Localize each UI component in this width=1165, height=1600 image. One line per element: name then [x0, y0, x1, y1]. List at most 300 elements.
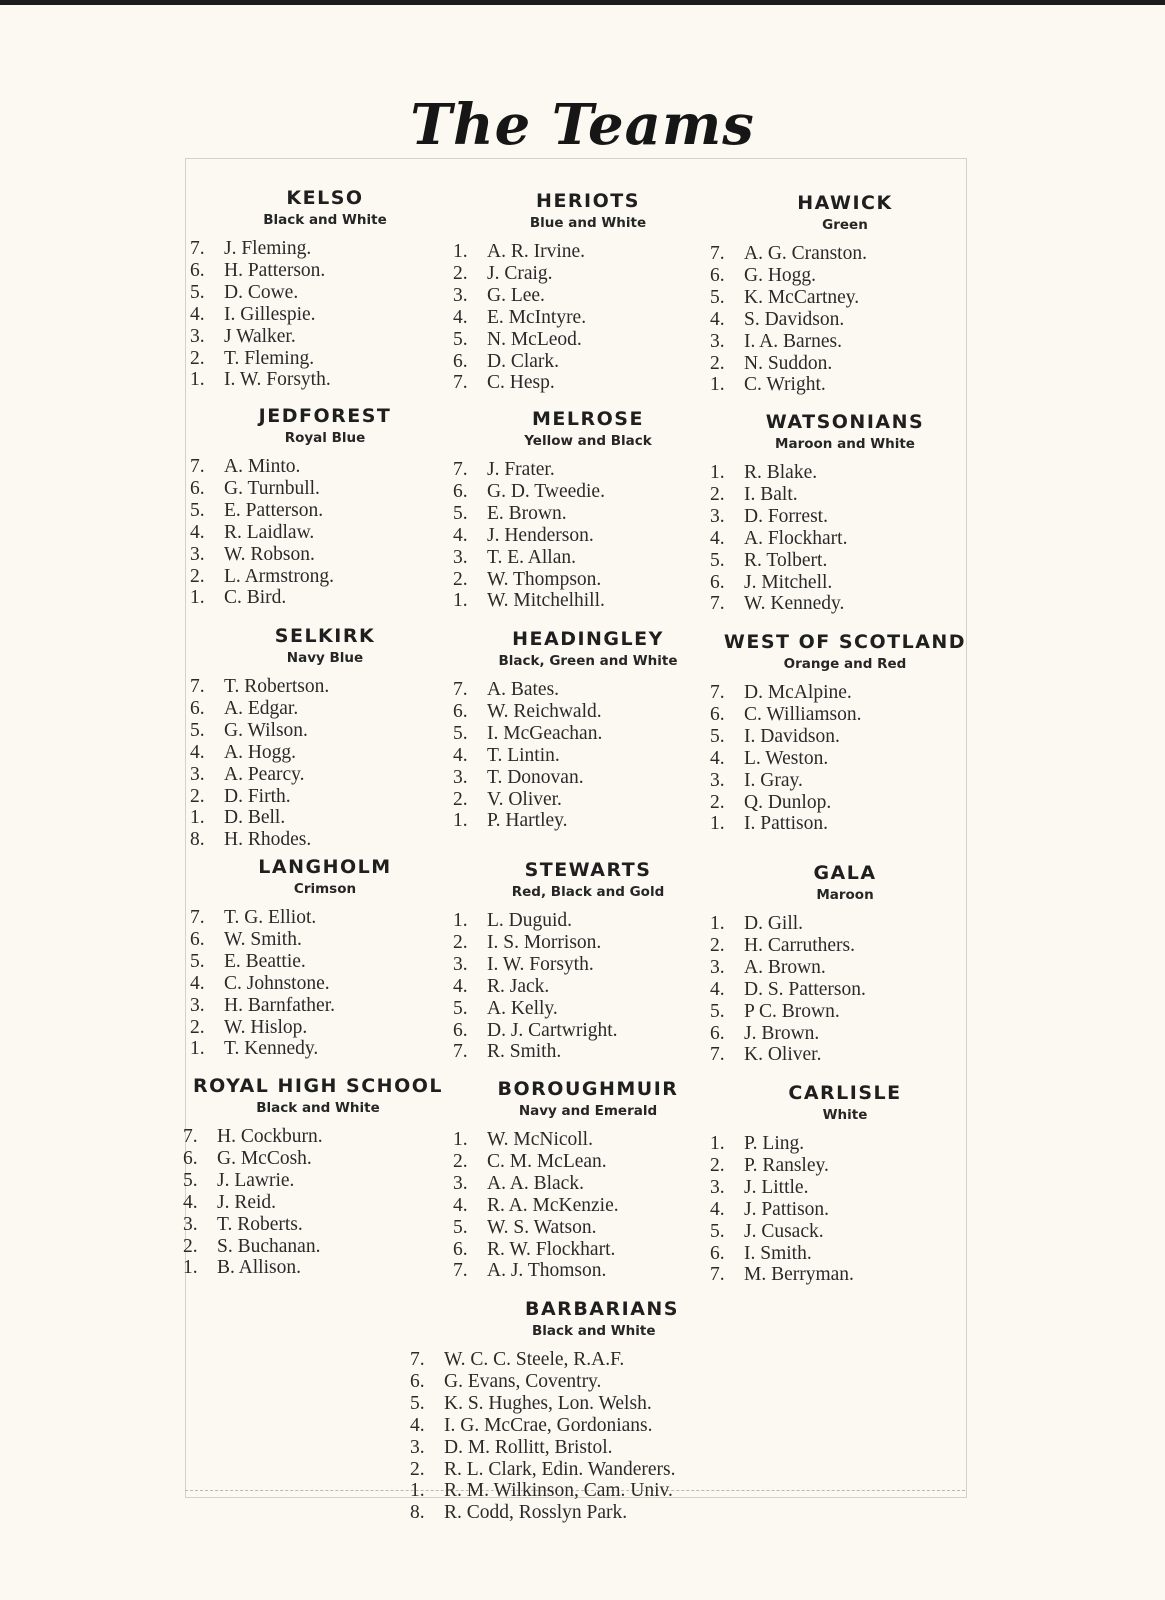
player-number: 3. — [453, 766, 468, 788]
player-row — [190, 326, 460, 348]
player-row — [183, 1257, 453, 1279]
player-name: D. Clark. — [487, 350, 560, 372]
player-row — [183, 1148, 453, 1170]
player-list — [710, 462, 980, 615]
team-block-headingley — [453, 628, 723, 832]
team-colours: Black and White — [256, 1100, 380, 1116]
player-number: 4. — [453, 524, 468, 546]
player-row — [453, 701, 723, 723]
player-number: 1. — [410, 1480, 425, 1502]
player-number: 1. — [453, 1129, 468, 1150]
team-block-hawick — [710, 192, 980, 396]
team-colours: Navy Blue — [286, 650, 364, 666]
player-list — [190, 456, 460, 609]
player-row — [183, 1126, 453, 1148]
player-row — [183, 1214, 453, 1236]
player-row — [453, 998, 723, 1020]
player-name: J. Pattison. — [744, 1198, 830, 1220]
player-name: S. Buchanan. — [217, 1235, 321, 1257]
player-row — [453, 976, 723, 998]
player-number: 7. — [453, 1041, 468, 1063]
player-row — [710, 1155, 980, 1177]
player-name: H. Patterson. — [224, 259, 326, 281]
player-name: W. C. C. Steele, R.A.F. — [444, 1349, 625, 1370]
player-row — [190, 720, 460, 742]
team-name: STEWARTS — [524, 859, 652, 881]
player-number: 3. — [710, 1176, 725, 1198]
player-row — [190, 522, 460, 544]
player-name: H. Cockburn. — [217, 1126, 323, 1147]
player-row — [710, 935, 980, 957]
player-number: 7. — [410, 1349, 425, 1370]
team-colours: Maroon and White — [775, 436, 915, 452]
player-number: 1. — [190, 587, 205, 609]
player-number: 5. — [190, 281, 205, 303]
player-name: K. McCartney. — [744, 286, 860, 308]
player-name: R. Jack. — [487, 975, 550, 997]
player-number: 7. — [453, 1260, 468, 1282]
player-row — [710, 484, 980, 506]
team-block-melrose — [453, 408, 723, 612]
player-row — [190, 369, 460, 391]
team-colours: Black and White — [532, 1323, 656, 1339]
player-number: 7. — [453, 459, 468, 480]
player-name: I. W. Forsyth. — [487, 953, 594, 975]
player-name: A. Pearcy. — [224, 763, 305, 785]
player-row — [453, 547, 723, 569]
player-number: 2. — [190, 1016, 205, 1038]
player-name: P C. Brown. — [744, 1000, 840, 1022]
player-list — [453, 1129, 723, 1282]
player-row — [453, 1129, 723, 1151]
page-title: The Teams — [410, 92, 755, 158]
player-row — [410, 1393, 790, 1415]
player-row — [190, 456, 460, 478]
player-row — [453, 372, 723, 394]
player-number: 3. — [710, 330, 725, 352]
player-name: V. Oliver. — [487, 788, 562, 810]
player-number: 5. — [453, 722, 468, 744]
player-number: 4. — [453, 306, 468, 328]
player-row — [453, 1239, 723, 1261]
player-name: D. Forrest. — [744, 505, 828, 527]
player-number: 3. — [710, 956, 725, 978]
player-row — [710, 243, 980, 265]
player-name: T. E. Allan. — [487, 546, 576, 568]
player-row — [410, 1459, 790, 1481]
player-name: D. McAlpine. — [744, 682, 852, 703]
player-row — [710, 265, 980, 287]
player-number: 5. — [453, 1216, 468, 1238]
player-row — [710, 979, 980, 1001]
player-row — [190, 544, 460, 566]
team-block-jedforest — [190, 405, 460, 609]
player-name: C. Johnstone. — [224, 972, 330, 994]
player-number: 2. — [710, 352, 725, 374]
player-row — [710, 792, 980, 814]
player-row — [190, 807, 460, 829]
player-name: R. Blake. — [744, 462, 818, 483]
player-row — [190, 929, 460, 951]
player-number: 2. — [190, 347, 205, 369]
team-name: MELROSE — [532, 408, 644, 430]
player-row — [710, 462, 980, 484]
player-name: D. Cowe. — [224, 281, 299, 303]
team-name: HEADINGLEY — [512, 628, 664, 650]
player-name: A. Flockhart. — [744, 527, 848, 549]
player-name: W. S. Watson. — [487, 1216, 597, 1238]
player-number: 4. — [710, 527, 725, 549]
team-colours: White — [822, 1107, 868, 1123]
player-number: 7. — [183, 1126, 198, 1147]
player-name: W. Reichwald. — [487, 700, 602, 722]
player-row — [453, 1217, 723, 1239]
player-name: L. Armstrong. — [224, 565, 334, 587]
player-name: T. Donovan. — [487, 766, 584, 788]
player-row — [453, 459, 723, 481]
player-number: 7. — [190, 907, 205, 928]
player-number: 2. — [453, 931, 468, 953]
player-row — [453, 1260, 723, 1282]
team-colours: Green — [822, 217, 868, 233]
player-row — [190, 698, 460, 720]
player-row — [710, 1177, 980, 1199]
player-row — [453, 789, 723, 811]
player-number: 4. — [710, 1198, 725, 1220]
player-number: 7. — [190, 238, 205, 259]
team-colours: Orange and Red — [783, 656, 907, 672]
team-block-stewarts — [453, 859, 723, 1063]
team-colours: Navy and Emerald — [518, 1103, 658, 1119]
player-name: D. Gill. — [744, 913, 804, 934]
player-name: I. Pattison. — [744, 813, 828, 835]
team-block-carlisle — [710, 1082, 980, 1286]
player-list — [190, 907, 460, 1060]
player-name: D. M. Rollitt, Bristol. — [444, 1436, 613, 1458]
player-name: I. A. Barnes. — [744, 330, 843, 352]
player-name: R. Laidlaw. — [224, 521, 315, 543]
team-name: SELKIRK — [274, 625, 376, 647]
team-block-gala — [710, 862, 980, 1066]
player-name: J. Frater. — [487, 459, 555, 480]
player-name: T. Robertson. — [224, 676, 330, 697]
team-block-boroughmuir — [453, 1078, 723, 1282]
player-name: P. Ling. — [744, 1133, 805, 1154]
player-row — [710, 726, 980, 748]
player-row — [710, 704, 980, 726]
team-name: WEST OF SCOTLAND — [723, 631, 967, 653]
player-row — [453, 767, 723, 789]
player-row — [453, 569, 723, 591]
player-number: 1. — [710, 1133, 725, 1154]
player-row — [190, 478, 460, 500]
player-number: 4. — [190, 303, 205, 325]
player-name: A. Minto. — [224, 456, 301, 477]
player-number: 7. — [453, 372, 468, 394]
team-colours: Blue and White — [529, 215, 647, 231]
player-number: 5. — [183, 1169, 198, 1191]
team-name: GALA — [813, 862, 877, 884]
player-row — [453, 910, 723, 932]
player-row — [453, 329, 723, 351]
player-number: 2. — [710, 934, 725, 956]
player-name: E. McIntyre. — [487, 306, 587, 328]
team-colours: Crimson — [293, 881, 357, 897]
player-name: T. Fleming. — [224, 347, 315, 369]
player-row — [190, 973, 460, 995]
player-number: 3. — [710, 769, 725, 791]
player-name: E. Patterson. — [224, 499, 324, 521]
player-row — [453, 481, 723, 503]
player-name: C. Bird. — [224, 587, 287, 609]
player-name: H. Barnfather. — [224, 994, 336, 1016]
player-name: T. G. Elliot. — [224, 907, 317, 928]
player-row — [453, 503, 723, 525]
player-row — [453, 1041, 723, 1063]
player-row — [183, 1170, 453, 1192]
player-row — [190, 829, 460, 851]
player-number: 6. — [410, 1370, 425, 1392]
player-number: 5. — [453, 997, 468, 1019]
player-row — [190, 742, 460, 764]
player-number: 5. — [710, 1000, 725, 1022]
player-number: 6. — [710, 1242, 725, 1264]
player-name: L. Weston. — [744, 747, 829, 769]
player-row — [710, 331, 980, 353]
player-name: I. McGeachan. — [487, 722, 603, 744]
player-name: A. Edgar. — [224, 697, 299, 719]
player-name: W. Kennedy. — [744, 593, 845, 615]
team-block-royal-high-school — [183, 1075, 453, 1279]
player-name: R. A. McKenzie. — [487, 1194, 619, 1216]
player-row — [710, 1264, 980, 1286]
player-name: J. Brown. — [744, 1022, 820, 1044]
player-name: A. Bates. — [487, 679, 560, 700]
player-row — [710, 1044, 980, 1066]
player-number: 4. — [190, 972, 205, 994]
team-colours: Black, Green and White — [498, 653, 678, 669]
player-name: L. Duguid. — [487, 910, 573, 931]
player-number: 7. — [710, 682, 725, 703]
player-name: W. Mitchelhill. — [487, 590, 605, 612]
player-number: 7. — [710, 1044, 725, 1066]
team-name: KELSO — [286, 187, 364, 209]
player-name: I. S. Morrison. — [487, 931, 602, 953]
player-list — [190, 238, 460, 391]
player-name: B. Allison. — [217, 1257, 301, 1279]
player-row — [710, 813, 980, 835]
player-number: 1. — [710, 913, 725, 934]
player-number: 1. — [190, 1038, 205, 1060]
player-name: I. G. McCrae, Gordonians. — [444, 1414, 653, 1436]
player-number: 4. — [453, 744, 468, 766]
player-name: A. Brown. — [744, 956, 826, 978]
player-row — [710, 770, 980, 792]
player-number: 5. — [453, 502, 468, 524]
player-number: 7. — [710, 1264, 725, 1286]
player-row — [453, 1195, 723, 1217]
player-name: J. Reid. — [217, 1191, 277, 1213]
team-name: HERIOTS — [536, 190, 640, 212]
player-number: 4. — [183, 1191, 198, 1213]
player-row — [710, 913, 980, 935]
player-number: 4. — [410, 1414, 425, 1436]
player-row — [710, 1001, 980, 1023]
player-number: 2. — [710, 1154, 725, 1176]
team-name: BARBARIANS — [525, 1298, 679, 1320]
player-number: 4. — [453, 975, 468, 997]
player-name: D. Bell. — [224, 807, 286, 829]
player-row — [453, 745, 723, 767]
player-number: 3. — [190, 325, 205, 347]
player-row — [453, 263, 723, 285]
player-list — [410, 1349, 790, 1524]
team-colours: Royal Blue — [284, 430, 366, 446]
team-colours: Red, Black and Gold — [511, 884, 665, 900]
player-name: R. Tolbert. — [744, 549, 828, 571]
player-name: W. Smith. — [224, 928, 302, 950]
player-row — [710, 550, 980, 572]
player-list — [453, 910, 723, 1063]
player-name: C. Hesp. — [487, 372, 555, 394]
player-name: T. Kennedy. — [224, 1038, 319, 1060]
player-row — [710, 1023, 980, 1045]
player-row — [710, 682, 980, 704]
player-row — [190, 348, 460, 370]
player-name: R. L. Clark, Edin. Wanderers. — [444, 1458, 676, 1480]
player-name: G. Turnbull. — [224, 477, 320, 499]
player-row — [710, 593, 980, 615]
player-number: 2. — [453, 1150, 468, 1172]
player-row — [710, 506, 980, 528]
player-row — [453, 351, 723, 373]
player-name: W. Hislop. — [224, 1016, 308, 1038]
player-number: 7. — [190, 676, 205, 697]
player-name: T. Lintin. — [487, 744, 560, 766]
player-number: 4. — [453, 1194, 468, 1216]
player-number: 5. — [190, 950, 205, 972]
player-number: 3. — [453, 284, 468, 306]
player-number: 6. — [190, 259, 205, 281]
player-number: 2. — [710, 483, 725, 505]
player-name: G. Evans, Coventry. — [444, 1370, 602, 1392]
player-number: 6. — [453, 1238, 468, 1260]
player-name: C. Williamson. — [744, 703, 862, 725]
player-row — [410, 1349, 790, 1371]
player-row — [410, 1371, 790, 1393]
player-number: 6. — [710, 571, 725, 593]
player-list — [710, 1133, 980, 1286]
player-number: 5. — [190, 499, 205, 521]
player-row — [190, 238, 460, 260]
player-name: G. Hogg. — [744, 264, 817, 286]
team-block-watsonians — [710, 411, 980, 615]
team-name: ROYAL HIGH SCHOOL — [193, 1075, 443, 1097]
team-colours: Maroon — [816, 887, 874, 903]
player-name: J. Mitchell. — [744, 571, 833, 593]
team-colours: Yellow and Black — [524, 433, 652, 449]
player-name: I. Gillespie. — [224, 303, 316, 325]
player-number: 2. — [183, 1235, 198, 1257]
player-row — [190, 587, 460, 609]
player-name: R. Codd, Rosslyn Park. — [444, 1502, 628, 1524]
player-number: 5. — [190, 719, 205, 741]
player-name: Q. Dunlop. — [744, 791, 832, 813]
player-row — [453, 1151, 723, 1173]
player-name: E. Beattie. — [224, 950, 306, 972]
player-number: 1. — [453, 810, 468, 832]
player-row — [710, 309, 980, 331]
player-row — [453, 241, 723, 263]
player-number: 6. — [190, 928, 205, 950]
player-number: 1. — [710, 374, 725, 396]
player-name: J. Fleming. — [224, 238, 312, 259]
player-list — [710, 243, 980, 396]
player-number: 1. — [453, 910, 468, 931]
player-name: K. S. Hughes, Lon. Welsh. — [444, 1392, 652, 1414]
player-row — [410, 1415, 790, 1437]
player-row — [710, 1133, 980, 1155]
player-row — [710, 1199, 980, 1221]
player-row — [710, 572, 980, 594]
player-list — [710, 913, 980, 1066]
player-row — [453, 1173, 723, 1195]
player-number: 7. — [710, 243, 725, 264]
player-row — [190, 907, 460, 929]
player-name: K. Oliver. — [744, 1044, 822, 1066]
team-block-heriots — [453, 190, 723, 394]
player-row — [190, 282, 460, 304]
player-number: 6. — [453, 700, 468, 722]
player-name: I. Smith. — [744, 1242, 812, 1264]
player-name: T. Roberts. — [217, 1213, 303, 1235]
player-row — [710, 374, 980, 396]
player-row — [453, 285, 723, 307]
player-number: 3. — [453, 953, 468, 975]
player-number: 3. — [453, 1172, 468, 1194]
player-name: A. A. Black. — [487, 1172, 584, 1194]
player-name: M. Berryman. — [744, 1264, 854, 1286]
player-number: 8. — [410, 1502, 425, 1524]
player-number: 7. — [710, 593, 725, 615]
player-number: 5. — [710, 725, 725, 747]
player-name: G. Lee. — [487, 284, 545, 306]
player-name: G. Wilson. — [224, 719, 308, 741]
player-row — [453, 723, 723, 745]
player-name: D. S. Patterson. — [744, 978, 866, 1000]
player-row — [710, 353, 980, 375]
team-name: LANGHOLM — [258, 856, 392, 878]
player-number: 6. — [710, 703, 725, 725]
player-number: 3. — [410, 1436, 425, 1458]
player-name: J. Little. — [744, 1176, 809, 1198]
player-name: R. M. Wilkinson, Cam. Univ. — [444, 1480, 673, 1502]
player-name: W. Thompson. — [487, 568, 602, 590]
player-number: 5. — [710, 549, 725, 571]
player-row — [710, 748, 980, 770]
team-block-west-of-scotland — [710, 631, 980, 835]
team-block-kelso — [190, 187, 460, 391]
player-name: N. McLeod. — [487, 328, 582, 350]
player-name: C. Wright. — [744, 374, 826, 396]
player-row — [190, 995, 460, 1017]
player-name: W. McNicoll. — [487, 1129, 593, 1150]
player-row — [190, 1038, 460, 1060]
team-block-langholm — [190, 856, 460, 1060]
player-name: W. Robson. — [224, 543, 315, 565]
player-name: S. Davidson. — [744, 308, 845, 330]
team-colours: Black and White — [263, 212, 387, 228]
